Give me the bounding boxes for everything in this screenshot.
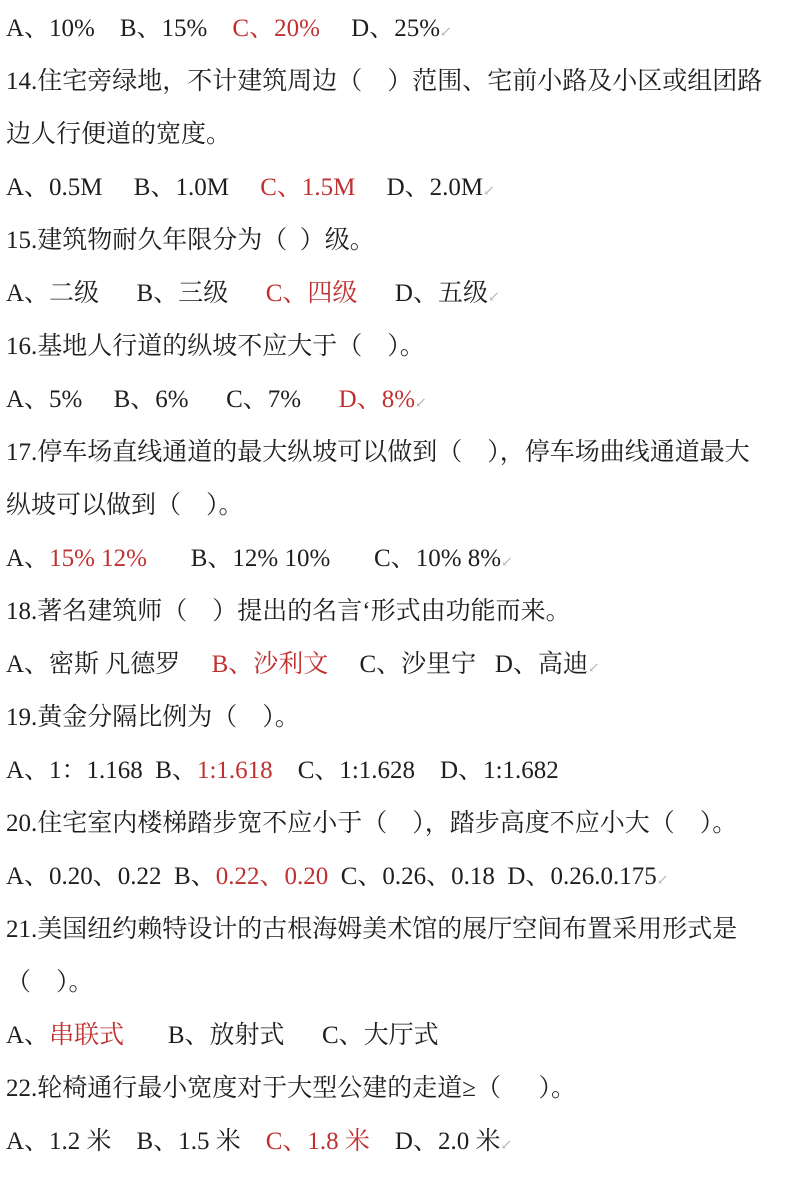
correct-answer-text: C、1.8 米	[265, 1128, 370, 1155]
text-segment: 22.轮椅通行最小宽度对于大型公建的走道≥（ ）。	[6, 1075, 576, 1102]
paragraph-mark-icon: ↙	[487, 290, 500, 305]
question-21-text-line-2	[6, 956, 800, 1009]
text-segment: B、12% 10% C、10% 8%	[146, 545, 502, 572]
question-16-options-row	[6, 373, 800, 426]
text-segment: 20.住宅室内楼梯踏步宽不应小于（ ），踏步高度不应小大（ ）。	[6, 810, 738, 837]
text-segment: A、5% B、6% C、7%	[6, 386, 339, 413]
correct-answer-text: 15% 12%	[49, 545, 147, 572]
paragraph-mark-icon: ↙	[587, 661, 600, 676]
question-14-text-line-1	[6, 55, 800, 108]
text-segment: （ ）。	[6, 969, 94, 996]
question-15-options-row	[6, 267, 800, 320]
question-13-options-row	[6, 2, 800, 55]
text-segment: A、0.20、0.22 B、	[6, 863, 216, 890]
question-17-text-line-1	[6, 426, 800, 479]
question-21-options-row	[6, 1009, 800, 1062]
question-14-text-line-2	[6, 108, 800, 161]
text-segment: A、二级 B、三级	[6, 280, 266, 307]
text-segment: 边人行便道的宽度。	[6, 121, 232, 148]
text-segment: 纵坡可以做到（ ）。	[6, 492, 244, 519]
correct-answer-text: B、沙利文	[211, 651, 329, 678]
correct-answer-text: 1:1.618	[196, 757, 273, 784]
text-segment: 14.住宅旁绿地，不计建筑周边（ ）范围、宅前小路及小区或组团路	[6, 68, 763, 95]
text-segment: 17.停车场直线通道的最大纵坡可以做到（ ），停车场曲线通道最大	[6, 439, 750, 466]
question-17-options-row	[6, 532, 800, 585]
text-segment: C、1:1.628 D、1:1.682	[272, 757, 559, 784]
text-segment: C、0.26、0.18 D、0.26.0.175	[328, 863, 657, 890]
text-segment: C、沙里宁 D、高迪	[328, 651, 588, 678]
text-segment: A、密斯 凡德罗	[6, 651, 212, 678]
question-19-options-row	[6, 744, 800, 797]
text-segment: A、	[6, 545, 50, 572]
paragraph-mark-icon: ↙	[415, 396, 427, 411]
question-22-text	[6, 1062, 800, 1115]
correct-answer-text: 0.22、0.20	[215, 863, 329, 890]
text-segment: A、1.2 米 B、1.5 米	[6, 1128, 266, 1155]
question-20-text	[6, 797, 800, 850]
text-segment: A、10% B、15%	[6, 15, 233, 42]
paragraph-mark-icon: ↙	[483, 184, 495, 199]
question-18-text	[6, 585, 800, 638]
text-segment: 18.著名建筑师（ ）提出的名言‘形式由功能而来。	[6, 598, 571, 625]
paragraph-mark-icon: ↙	[656, 873, 669, 888]
correct-answer-text: C、四级	[265, 280, 358, 307]
text-segment: 16.基地人行道的纵坡不应大于（ ）。	[6, 333, 425, 360]
text-segment: D、25%	[319, 15, 441, 42]
text-segment: A、	[6, 1022, 50, 1049]
paragraph-mark-icon: ↙	[501, 555, 513, 570]
correct-answer-text: C、20%	[232, 15, 320, 42]
text-segment: A、1：1.168 B、	[6, 757, 197, 784]
question-19-text	[6, 691, 800, 744]
text-segment: 19.黄金分隔比例为（ ）。	[6, 704, 300, 731]
correct-answer-text: 串联式	[49, 1022, 125, 1049]
question-14-options-row	[6, 161, 800, 214]
question-20-options-row	[6, 850, 800, 903]
paragraph-mark-icon: ↙	[500, 1138, 513, 1153]
question-17-text-line-2	[6, 479, 800, 532]
paragraph-mark-icon: ↙	[440, 25, 452, 40]
question-16-text	[6, 320, 800, 373]
question-18-options-row	[6, 638, 800, 691]
correct-answer-text: D、8%	[338, 386, 416, 413]
text-segment: D、2.0M	[355, 174, 484, 201]
text-segment: D、五级	[357, 280, 488, 307]
question-15-text	[6, 214, 800, 267]
text-segment: D、2.0 米	[369, 1128, 501, 1155]
question-21-text-line-1	[6, 903, 800, 956]
text-segment: 21.美国纽约赖特设计的古根海姆美术馆的展厅空间布置采用形式是	[6, 916, 738, 943]
text-segment: B、放射式 C、大厅式	[124, 1022, 439, 1049]
text-segment: A、0.5M B、1.0M	[6, 174, 261, 201]
correct-answer-text: C、1.5M	[260, 174, 356, 201]
question-22-options-row	[6, 1115, 800, 1168]
text-segment: 15.建筑物耐久年限分为（ ）级。	[6, 227, 375, 254]
